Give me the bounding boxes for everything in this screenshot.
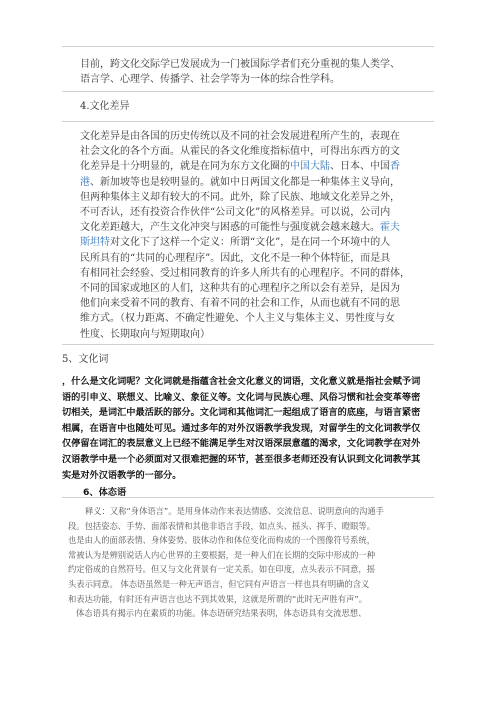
text-line: 也是由人的面部表情、身体姿势、肢体动作和体位变化而构成的一个图像符号系统， xyxy=(68,535,375,546)
text-line: 头表示同意。 体态语虽然是一种无声语言，但它同有声语言一样也具有明确的含义 xyxy=(68,578,370,589)
text-segment: 对文化下了这样一个定义：所谓“文化”，是在同一个环境中的人 xyxy=(110,237,391,249)
text-line: 切相关，是词汇中最活跃的部分。文化词和其他词汇一起组成了语言的底座，与语言紧密 xyxy=(62,407,421,419)
text-line: 约定俗成的自然符号。但又与文化背景有一定关系。如在印度，点头表示不同意，摇 xyxy=(68,564,375,575)
inline-link[interactable]: 霍夫 xyxy=(380,222,400,234)
text-line xyxy=(80,311,420,326)
divider xyxy=(62,121,434,122)
text-segment: 、日本、中国 xyxy=(330,161,390,173)
text-line: 目前，跨文化交际学已发展成为一门被国际学者们充分重视的集人类学、 xyxy=(80,59,400,70)
text-segment: 有相同社会经验、受过相同教育的许多人所共有的心理程序。不同的群体， xyxy=(80,267,410,279)
text-line xyxy=(80,129,420,144)
text-segment: 、新加坡等也是较明显的。就如中日两国文化都是一种集体主义导向， xyxy=(90,176,400,188)
text-segment: 社会文化的各个方面。从霍民的各文化维度指标值中，可得出东西方的文 xyxy=(80,146,400,158)
text-line: 相属，在语言中也随处可见。通过多年的对外汉语教学我发现，对留学生的文化词教学仅 xyxy=(62,422,421,434)
text-segment: 性度、长期取向与短期取向） xyxy=(80,328,210,340)
text-segment: 民所具有的“共同的心理程序”。因此，文化不是一种个体特征，而是具 xyxy=(80,252,391,264)
text-segment: 但两种集体主义却有较大的不同。此外，除了民族、地域文化差异之外， xyxy=(80,191,400,203)
text-segment: 文化差距越大，产生文化冲突与困惑的可能性与强度就会越来越大。 xyxy=(80,222,380,234)
text-line: 和表达功能，有时还有声语言也达不到其效果，这就是所谓的“此时无声胜有声”。 xyxy=(68,593,367,604)
divider xyxy=(62,344,434,345)
text-line: ，什么是文化词呢？文化词就是指蕴含社会文化意义的词语，文化意义就是指社会赋予词 xyxy=(62,376,421,387)
inline-link[interactable]: 香 xyxy=(390,161,400,173)
text-line xyxy=(80,235,420,250)
text-line: 仅停留在词汇的表层意义上已经不能满足学生对汉语深层意蕴的渴求，文化词教学在对外 xyxy=(62,438,421,450)
text-line xyxy=(80,296,420,311)
inline-link[interactable]: 斯坦特 xyxy=(80,237,110,249)
text-line xyxy=(80,281,420,296)
text-segment: 化差异是十分明显的，就是在同为东方文化圈的 xyxy=(80,161,290,173)
divider xyxy=(62,91,434,92)
text-segment: 不同的国家或地区的人们，这种共有的心理程序之所以会有差异，是因为 xyxy=(80,283,400,295)
divider xyxy=(62,46,434,47)
text-line xyxy=(80,205,420,220)
text-line: 体态语具有揭示内在素质的功能。体态语研究结果表明，体态语具有交流思想、 xyxy=(76,608,367,619)
section-5-heading: 5、文化词 xyxy=(62,354,109,365)
divider xyxy=(62,497,434,498)
text-segment: 文化差异是由各国的历史传统以及不同的社会发展进程所产生的，表现在 xyxy=(80,131,400,142)
section-4-heading: 4.文化差异 xyxy=(80,101,130,112)
text-line: 汉语教学中是一个必须面对又很难把握的环节，甚至很多老师还没有认识到文化词教学其 xyxy=(62,453,421,465)
text-segment: 维方式。（权力距离、不确定性避免、个人主义与集体主义、男性度与女 xyxy=(80,313,395,325)
text-line: 语的引申义、联想义、比喻义、象征义等。文化词与民族心理、风俗习惯和社会变革等密 xyxy=(62,391,421,403)
text-line xyxy=(80,159,420,174)
inline-link[interactable]: 港 xyxy=(80,176,90,188)
text-line: 释义：又称“身体语言”。是用身体动作来表达情感、交流信息、说明意向的沟通手 xyxy=(85,506,384,516)
text-line: 语言学、心理学、传播学、社会学等为一体的综合性学科。 xyxy=(80,74,340,86)
text-line xyxy=(80,220,420,235)
text-line: 段。包括姿态、手势、面部表情和其他非语言手段，如点头、摇头、挥手、瞪眼等。 xyxy=(68,520,375,531)
text-segment: 不可否认，还有投资合作伙伴“公司文化”的风格差异。可以说，公司内 xyxy=(80,207,391,219)
text-line xyxy=(80,175,420,190)
section-4-paragraph xyxy=(80,129,420,342)
text-line: 实是对外汉语教学的一部分。 xyxy=(62,469,182,481)
section-6-heading: 6、体态语 xyxy=(83,487,127,498)
text-line xyxy=(80,251,420,266)
text-line: 常被认为是辨别说话人内心世界的主要根据，是一种人们在长期的交际中形成的一种 xyxy=(68,549,375,560)
text-line xyxy=(80,190,420,205)
section-5-paragraph xyxy=(62,374,442,483)
text-segment: 他们向来受着不同的教育、有着不同的社会和工作，从而也就有不同的思 xyxy=(80,298,400,310)
intro-paragraph xyxy=(80,57,420,87)
inline-link[interactable]: 中国大陆 xyxy=(290,161,330,173)
text-line xyxy=(80,266,420,281)
section-6-paragraph xyxy=(68,504,434,621)
text-line xyxy=(80,144,420,159)
text-line xyxy=(80,327,420,342)
